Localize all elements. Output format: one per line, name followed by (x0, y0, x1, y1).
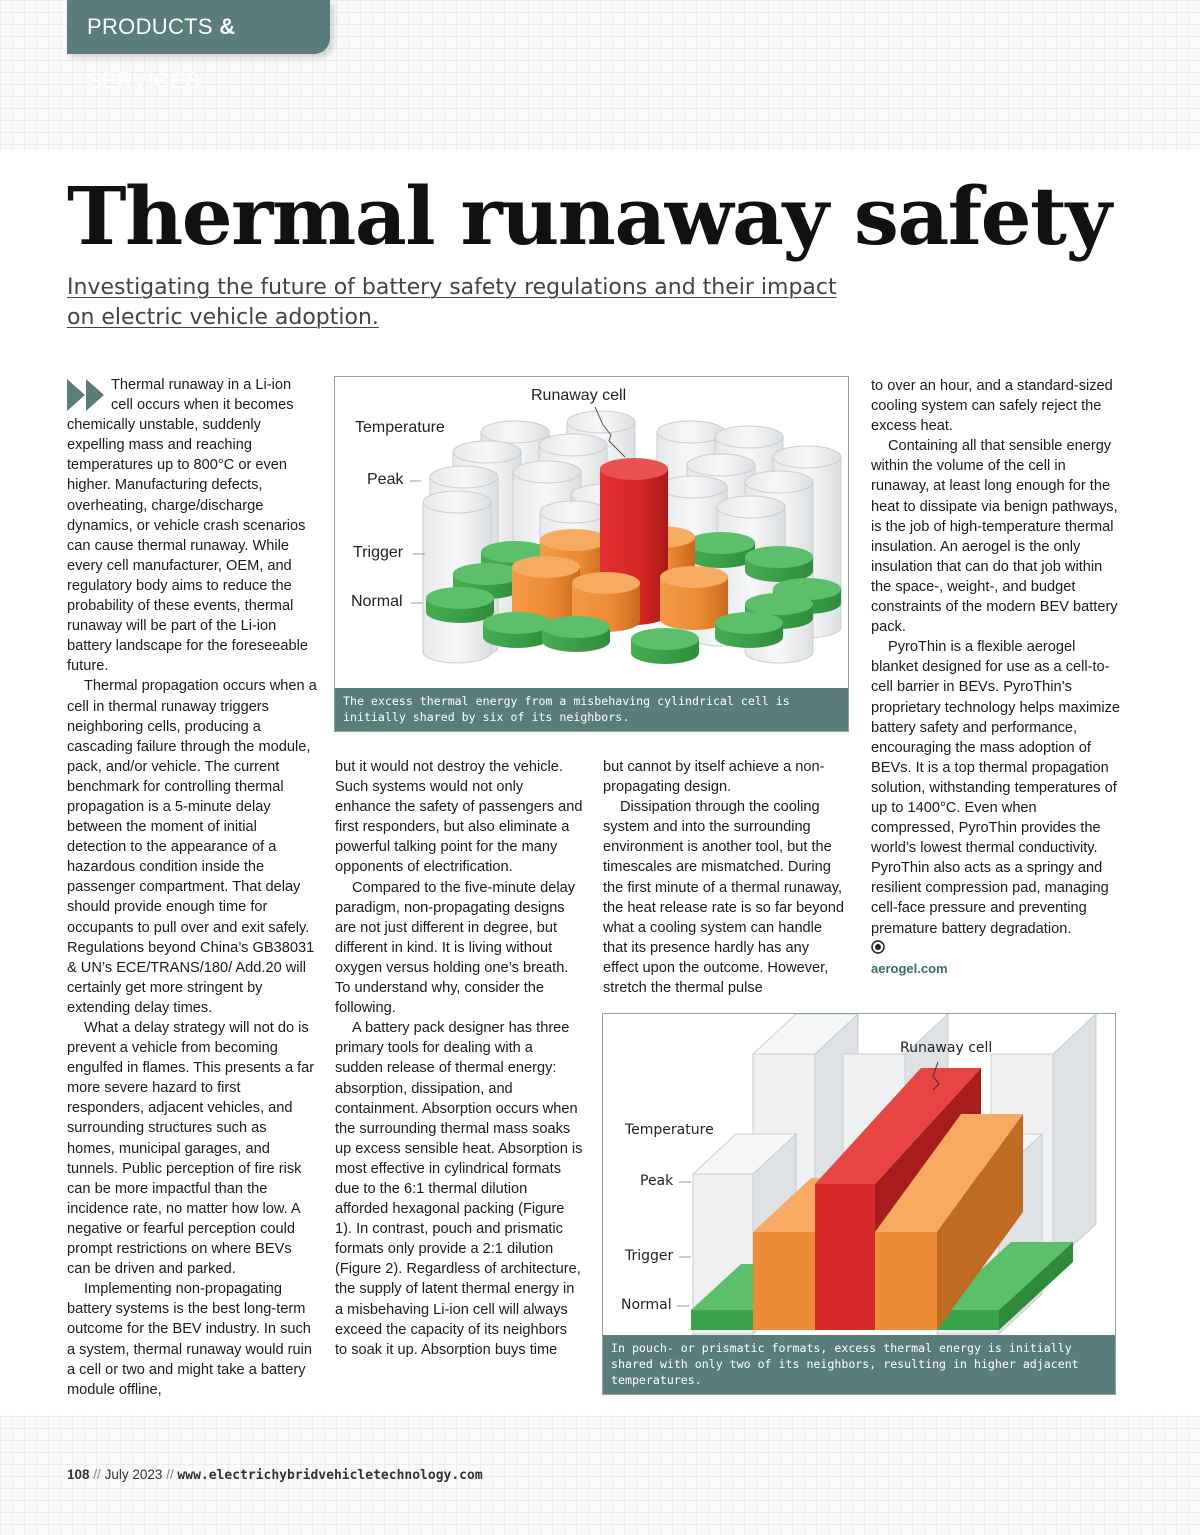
website-url: www.electrichybridvehicletechnology.com (177, 1468, 483, 1483)
text-column-4 (871, 376, 1121, 979)
figure-2-axis-title: Temperature (625, 1122, 714, 1138)
figure-1-axis-title: Temperature (355, 419, 445, 436)
paragraph: but it would not destroy the vehicle. Such systems would not only enhance the safety of passengers and first responders, but also eliminate a powerful talking point for the many opponents of electrification. (335, 759, 583, 876)
aerogel-link[interactable]: aerogel.com (871, 960, 948, 976)
start-arrows-icon (67, 377, 107, 413)
paragraph: Implementing non-propagating battery systems is the best long-term outcome for the BEV industry. In such a system, thermal runaway would ruin a cell or two and might take a battery module offline, (67, 1281, 312, 1398)
footer-separator: // (93, 1467, 101, 1482)
figure-1-caption: The excess thermal energy from a misbehaving cylindrical cell is initially shared by six of its neighbors. (335, 688, 848, 731)
figure-1-level-normal: Normal (351, 593, 403, 610)
end-mark-icon (871, 940, 885, 954)
text-column-2 (335, 757, 583, 1360)
figure-2 (602, 1013, 1116, 1395)
figure-1-level-peak: Peak (367, 471, 404, 488)
figure-1-level-trigger: Trigger (353, 544, 404, 561)
article-subtitle: Investigating the future of battery safety regulations and their impact on electric vehicle adoption. (67, 275, 837, 330)
figure-2-caption: In pouch- or prismatic formats, excess thermal energy is initially shared with only two of its neighbors, resulting in higher adjacent temperatures. (603, 1335, 1115, 1394)
footer-separator: // (166, 1467, 174, 1482)
paragraph: Thermal propagation occurs when a cell in thermal runaway triggers neighboring cells, producing a cascading failure through the module, pack, and/or vehicle. The current benchmark for controlling thermal propagation is a 5-minute delay between the moment of initial detection to the appearance of a hazardous condition inside the passenger compartment. That delay should provide enough time for occupants to pull over and exit safely. Regulations beyond China’s GB38031 & UN’s ECE/TRANS/180/ Add.20 will certainly get more stringent by extending delay times. (67, 678, 317, 1016)
figure-2-callout: Runaway cell (900, 1040, 993, 1056)
paragraph: Dissipation through the cooling system and into the surrounding environment is another tool, but the timescales are mismatched. During the first minute of a thermal runaway, the heat release rate is so far beyond what a cooling system can handle that its presence hardly has any effect upon the outcome. However, stretch the thermal pulse (603, 799, 844, 997)
article-title: Thermal runaway safety (67, 169, 1111, 263)
page-footer (67, 1467, 483, 1483)
paragraph: but cannot by itself achieve a non-propagating design. (603, 759, 825, 796)
text-column-1 (67, 375, 317, 1400)
figure-1 (334, 376, 849, 732)
figure-2-level-peak: Peak (640, 1173, 674, 1189)
paragraph: Thermal runaway in a Li-ion cell occurs when it becomes chemically unstable, suddenly expelling mass and reaching temperatures up to 800°C or even higher. Manufacturing defects, overheating, charge/discharge dynamics, or vehicle crash scenarios can cause thermal runaway. While every cell manufacturer, OEM, and regulatory body aims to reduce the probability of these events, thermal runaway will be part of the Li-ion battery landscape for the foreseeable future. (67, 377, 308, 675)
section-label-left: PRODUCTS (87, 14, 213, 39)
section-tab (67, 0, 330, 93)
section-label-right: SERVICES (87, 68, 201, 93)
issue-date: July 2023 (104, 1467, 163, 1482)
paragraph: A battery pack designer has three primary tools for dealing with a sudden release of thermal energy: absorption, dissipation, and containment. Absorption occurs when the surrounding thermal mass soaks up excess sensible heat. Absorption is most effective in cylindrical formats due to the 6:1 thermal dilution afforded hexagonal packing (Figure 1). In contrast, pouch and prismatic formats only provide a 2:1 dilution (Figure 2). Regardless of architecture, the supply of latent thermal energy in a misbehaving Li-ion cell will always exceed the capacity of its neighbors to soak it up. Absorption buys time (335, 1020, 583, 1358)
figure-1-callout: Runaway cell (531, 387, 627, 404)
paragraph: PyroThin is a flexible aerogel blanket designed for use as a cell-to-cell barrier in BEVs. PyroThin’s proprietary technology helps maximize battery safety and performance, encouraging the mass adoption of BEVs. It is a top thermal propagation solution, withstanding temperatures of up to 1400°C. Even when compressed, PyroThin provides the world’s lowest thermal conductivity. PyroThin also acts as a springy and resilient compression pad, managing cell-face pressure and preventing premature battery degradation. (871, 639, 1121, 937)
text-column-3 (603, 757, 848, 998)
section-label-amp: & (219, 14, 236, 39)
page-number: 108 (67, 1467, 90, 1482)
paragraph: Containing all that sensible energy within the volume of the cell in runaway, at least long enough for the heat to dissipate via benign pathways, is the job of high-temperature thermal insulation. An aerogel is the only insulation that can do that job within the space-, weight-, and budget constraints of the modern BEV battery pack. (871, 438, 1118, 636)
figure-2-level-normal: Normal (621, 1297, 672, 1313)
figure-2-level-trigger: Trigger (625, 1248, 674, 1264)
paragraph: Compared to the five-minute delay paradigm, non-propagating designs are not just different in degree, but different in kind. It is living without oxygen versus holding one’s breath. To understand why, consider the following. (335, 879, 576, 1017)
paragraph: What a delay strategy will not do is prevent a vehicle from becoming engulfed in flames. This presents a far more severe hazard to first responders, adjacent vehicles, and surrounding structures such as homes, municipal garages, and tunnels. Public perception of fire risk can be more impactful than the incidence rate, no matter how low. A negative or fearful perception could prompt restrictions on where BEVs can be driven and parked. (67, 1020, 315, 1278)
paragraph: to over an hour, and a standard-sized cooling system can safely reject the excess heat. (871, 378, 1113, 435)
